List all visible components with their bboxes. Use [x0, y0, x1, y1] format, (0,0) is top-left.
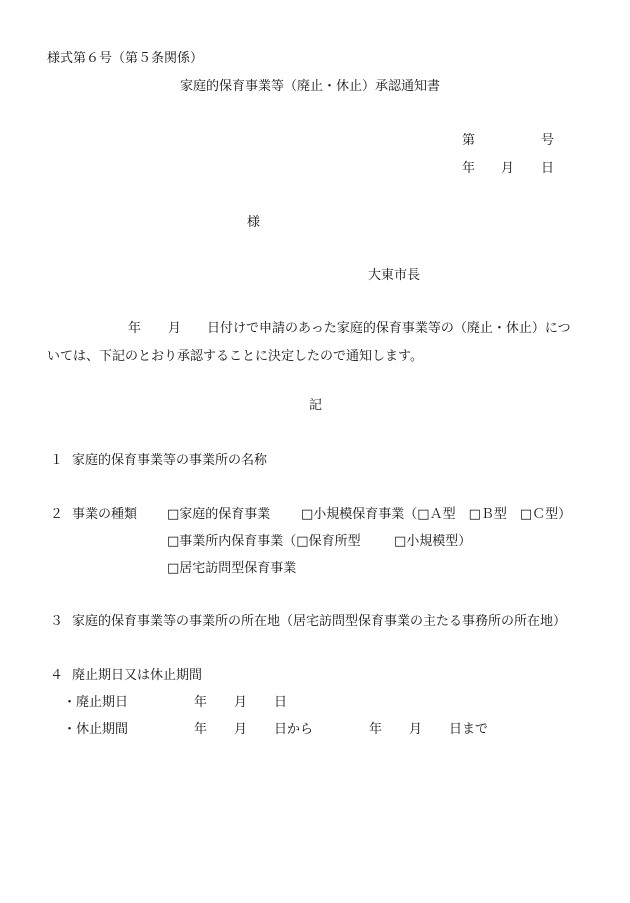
body-line2: いては、下記のとおり承認することに決定したので通知します。 — [47, 349, 423, 364]
item4-text: 廃止期日又は休止期間 — [72, 668, 203, 683]
haishi-year: 年 — [194, 695, 208, 710]
addressee-suffix: 様 — [247, 215, 261, 230]
kyushi-year-until: 年 — [369, 722, 383, 737]
kyushi-year-from: 年 — [194, 722, 208, 737]
doc-date-year: 年 — [462, 161, 476, 176]
form-number: 様式第６号（第５条関係） — [47, 51, 204, 66]
item3-number: ３ — [50, 614, 64, 629]
body-year: 年 — [128, 321, 142, 336]
checkbox-katei-hoiku: □家庭的保育事業 — [167, 507, 271, 522]
document-title: 家庭的保育事業等（廃止・休止）承認通知書 — [180, 79, 441, 94]
haishi-label: ・廃止期日 — [63, 695, 129, 710]
item4-number: ４ — [50, 668, 64, 683]
checkbox-kyotaku-homon: □居宅訪問型保育事業 — [167, 561, 297, 576]
item1-number: １ — [50, 453, 64, 468]
issuer-name: 大東市長 — [368, 268, 421, 283]
haishi-day: 日 — [274, 695, 288, 710]
item1-text: 家庭的保育事業等の事業所の名称 — [72, 453, 268, 468]
item2-number: ２ — [50, 507, 64, 522]
kyushi-month-from: 月 — [234, 722, 248, 737]
kyushi-day-until: 日まで — [449, 722, 489, 737]
kyushi-day-from: 日から — [274, 722, 314, 737]
checkbox-jigyoshonai-hoiku: □事業所内保育事業（□保育所型 — [167, 534, 361, 549]
body-month: 月 — [168, 321, 182, 336]
kyushi-month-until: 月 — [409, 722, 423, 737]
doc-date-month: 月 — [501, 161, 515, 176]
item2-label: 事業の種類 — [72, 507, 138, 522]
haishi-month: 月 — [234, 695, 248, 710]
doc-date-day: 日 — [541, 161, 555, 176]
item3-text: 家庭的保育事業等の事業所の所在地（居宅訪問型保育事業の主たる事務所の所在地） — [72, 614, 567, 629]
checkbox-shokibo-hoiku: □小規模保育事業（□Ａ型 □Ｂ型 □Ｃ型） — [301, 507, 572, 522]
body-line1: 日付けで申請のあった家庭的保育事業等の（廃止・休止）につ — [207, 321, 571, 336]
checkbox-shokibo-gata: □小規模型） — [394, 534, 472, 549]
doc-number-dai: 第 — [462, 133, 476, 148]
ki-heading: 記 — [309, 398, 323, 413]
kyushi-label: ・休止期間 — [63, 722, 129, 737]
doc-number-go: 号 — [541, 133, 555, 148]
